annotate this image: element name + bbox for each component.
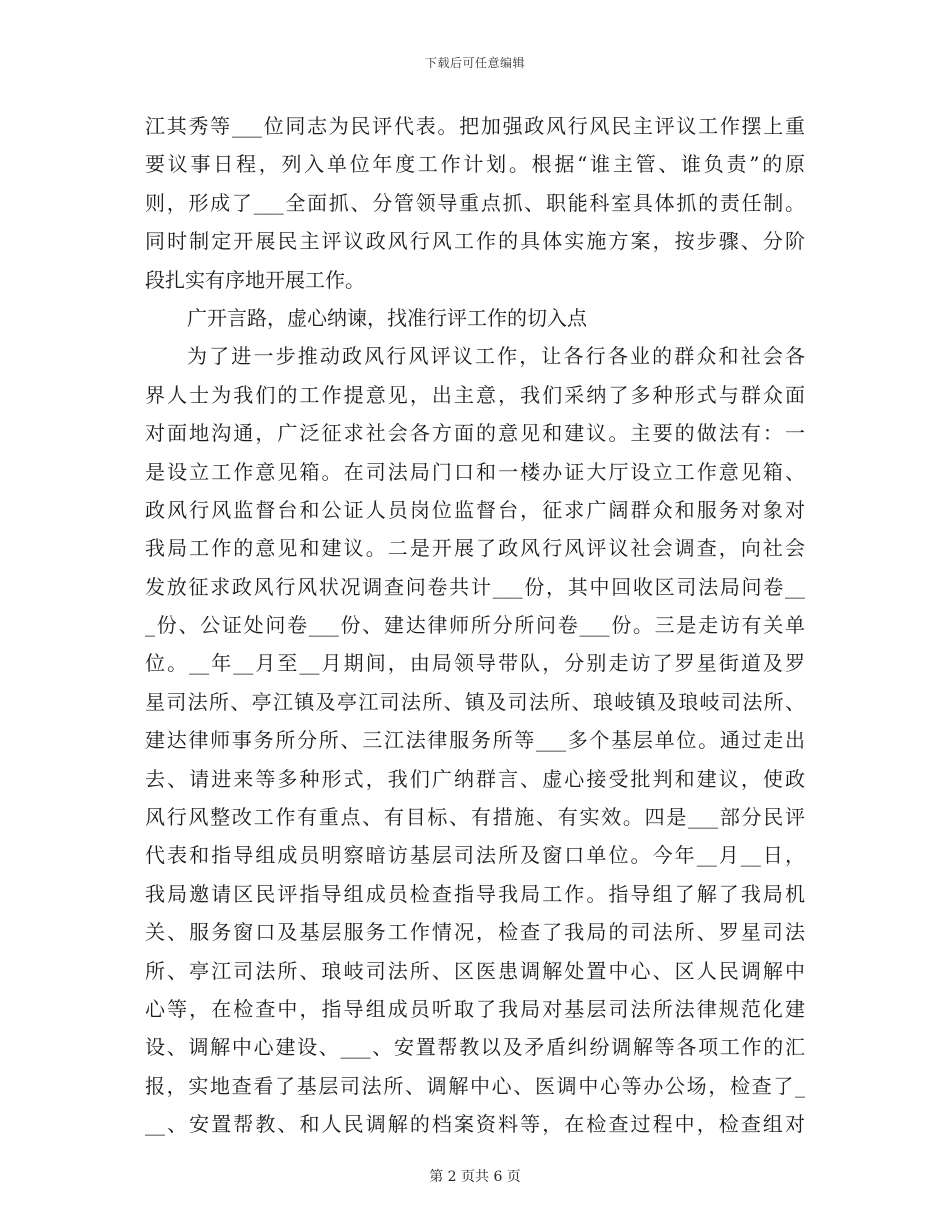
body-line: 段扎实有序地开展工作。 bbox=[145, 267, 365, 292]
body-line: 位。__年__月至__月期间，由局领导带队，分别走访了罗星街道及罗 bbox=[145, 651, 805, 676]
document-body bbox=[145, 107, 805, 1144]
body-line: 星司法所、亭江镇及亭江司法所、镇及司法所、琅岐镇及琅岐司法所、 bbox=[145, 689, 805, 714]
body-line: 心等，在检查中，指导组成员听取了我局对基层司法所法律规范化建 bbox=[145, 996, 805, 1021]
page-header: 下载后可任意编辑 bbox=[424, 56, 525, 70]
page-number-footer: 第 2 页共 6 页 bbox=[429, 1169, 521, 1185]
body-line: 我局邀请区民评指导组成员检查指导我局工作。指导组了解了我局机 bbox=[145, 881, 805, 906]
body-line: 去、请进来等多种形式，我们广纳群言、虚心接受批判和建议，使政 bbox=[145, 766, 805, 791]
body-line: 所、亭江司法所、琅岐司法所、区医患调解处置中心、区人民调解中 bbox=[145, 958, 805, 983]
body-line: 关、服务窗口及基层服务工作情况，检查了我局的司法所、罗星司法 bbox=[145, 920, 805, 945]
body-line: 则，形成了___全面抓、分管领导重点抓、职能科室具体抓的责任制。 bbox=[145, 190, 805, 215]
body-line: 同时制定开展民主评议政风行风工作的具体实施方案，按步骤、分阶 bbox=[145, 229, 805, 254]
body-line: 发放征求政风行风状况调查问卷共计___份，其中回收区司法局问卷__ bbox=[145, 574, 805, 599]
body-line: 是设立工作意见箱。在司法局门口和一楼办证大厅设立工作意见箱、 bbox=[145, 459, 805, 484]
body-line: _份、公证处问卷___份、建达律师所分所问卷___份。三是走访有关单 bbox=[145, 613, 805, 638]
body-line: 政风行风监督台和公证人员岗位监督台，征求广阔群众和服务对象对 bbox=[145, 497, 805, 522]
body-line: 为了进一步推动政风行风评议工作，让各行各业的群众和社会各 bbox=[187, 344, 805, 369]
body-line: 界人士为我们的工作提意见，出主意，我们采纳了多种形式与群众面 bbox=[145, 382, 805, 407]
body-line: 建达律师事务所分所、三江法律服务所等___多个基层单位。通过走出 bbox=[145, 728, 805, 753]
body-line: 江其秀等___位同志为民评代表。把加强政风行风民主评议工作摆上重 bbox=[145, 114, 805, 138]
body-line: 对面地沟通，广泛征求社会各方面的意见和建议。主要的做法有：一 bbox=[145, 421, 805, 446]
body-line: 要议事日程，列入单位年度工作计划。根据“谁主管、谁负责”的原 bbox=[145, 152, 805, 177]
body-line: __、安置帮教、和人民调解的档案资料等，在检查过程中，检查组对 bbox=[145, 1112, 805, 1137]
body-line: 代表和指导组成员明察暗访基层司法所及窗口单位。今年__月__日， bbox=[145, 843, 805, 868]
body-line: 报，实地查看了基层司法所、调解中心、医调中心等办公场，检查了_ bbox=[145, 1073, 805, 1098]
body-line: 我局工作的意见和建议。二是开展了政风行风评议社会调查，向社会 bbox=[145, 536, 805, 561]
section-heading: 广开言路，虚心纳谏，找准行评工作的切入点 bbox=[187, 305, 587, 330]
body-line: 风行风整改工作有重点、有目标、有措施、有实效。四是___部分民评 bbox=[145, 805, 805, 830]
body-line: 设、调解中心建设、___、安置帮教以及矛盾纠纷调解等各项工作的汇 bbox=[145, 1035, 805, 1060]
